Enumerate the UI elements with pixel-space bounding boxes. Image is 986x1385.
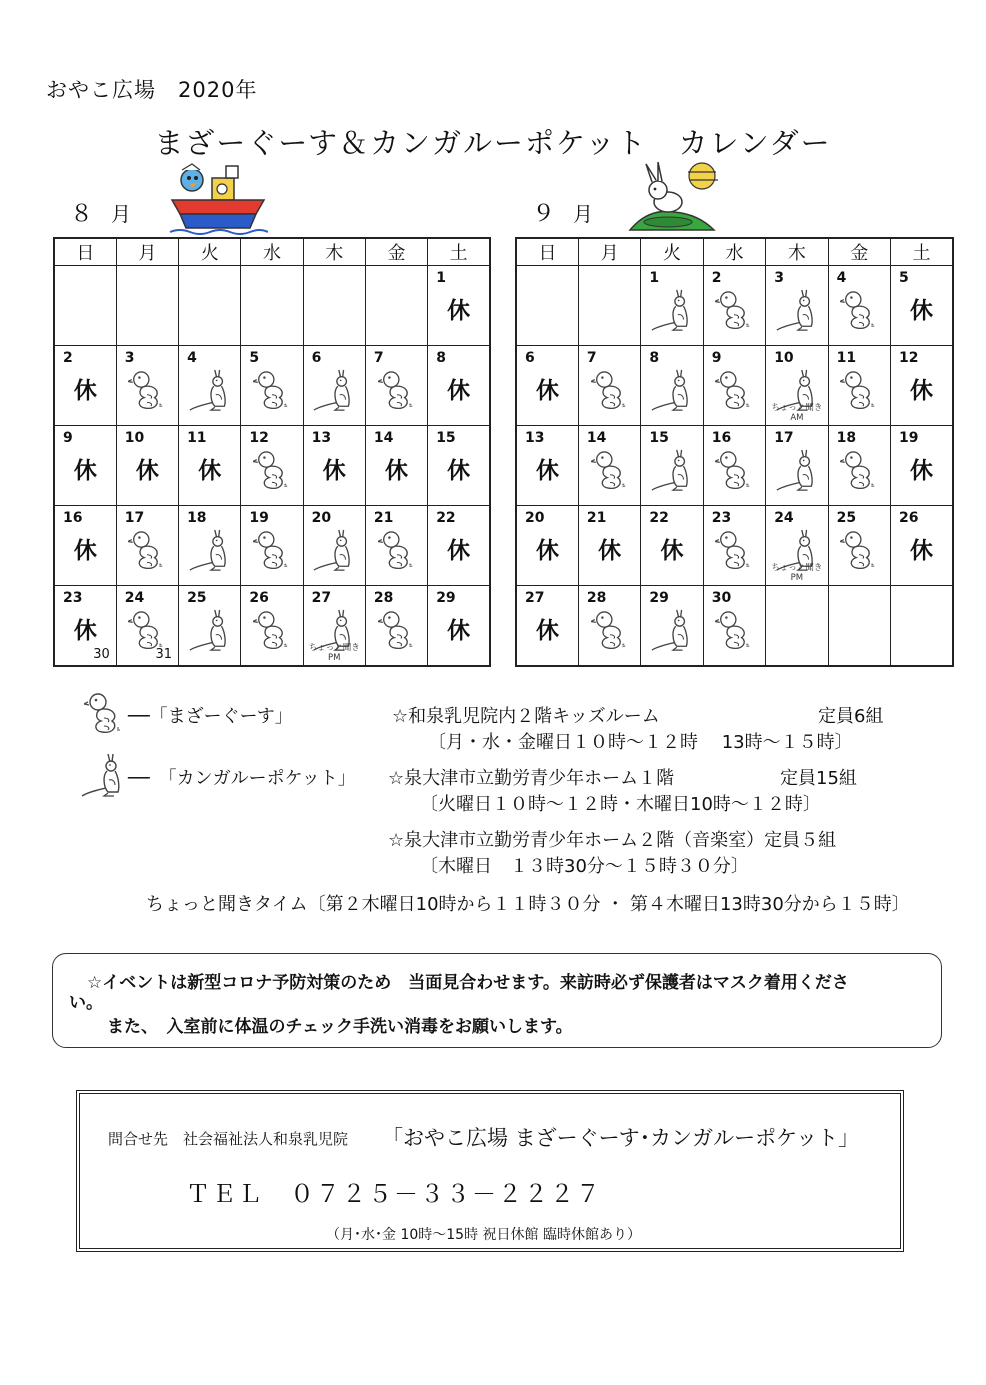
day-number: 10 [124,430,145,446]
day-number: 20 [311,510,332,526]
week-row [516,426,953,506]
contact-label: 問合せ先 社会福祉法人和泉乳児院 [108,1130,349,1148]
day-number: 28 [586,590,607,606]
day-cell [516,346,578,426]
day-number: 2 [63,350,73,366]
day-cell [828,426,890,506]
legend-kangaroo-name: ── 「カンガルーポケット」 [128,768,356,789]
day-cell [241,586,303,667]
day-cell [54,586,116,667]
month-unit: 月 [573,202,593,226]
goose-icon [378,368,416,412]
day-number: 13 [525,430,545,446]
day-cell [365,426,427,506]
closed-label: 休 [910,458,934,484]
closed-label: 休 [447,378,471,404]
day-number: 13 [311,430,332,446]
closed-label: 休 [135,458,159,484]
week-row [516,346,953,426]
day-cell [428,346,490,426]
day-number: 23 [63,590,83,606]
contact-hours: （月･水･金 10時～15時 祝日休館 臨時休館あり） [326,1227,641,1243]
weekday-header: 火 [179,238,241,266]
day-number: 18 [836,430,857,446]
day-cell [766,506,828,586]
event-note: ちょっと聞き PM [308,643,360,663]
day-number: 28 [373,590,394,606]
day-number: 10 [774,350,794,366]
closed-label: 休 [598,538,622,564]
day-number: 5 [899,270,909,286]
day-cell [766,426,828,506]
day-cell [766,346,828,426]
day-number: 16 [711,430,732,446]
day-cell [241,506,303,586]
empty-day-cell [116,266,178,346]
day-number: 26 [249,590,269,606]
day-number: 25 [187,590,207,606]
goose-icon [715,368,753,412]
weekday-header: 金 [828,238,890,266]
goose-icon [378,528,416,572]
weekday-header: 水 [703,238,765,266]
day-cell [303,426,365,506]
closed-label: 休 [73,378,97,404]
day-cell [578,426,640,506]
day-cell [641,426,703,506]
closed-label: 休 [73,538,97,564]
day-cell [428,506,490,586]
closed-label: 休 [910,298,934,324]
day-number: 27 [311,590,332,606]
day-number: 20 [525,510,545,526]
week-row [54,586,490,667]
day-number: 21 [586,510,607,526]
closed-label: 休 [447,618,471,644]
day-cell [116,586,178,667]
day-number: 12 [249,430,269,446]
month-label-august [70,195,131,228]
goose-icon [253,368,291,412]
week-row [516,266,953,346]
legend-kangaroo-hours-1: 〔火曜日１０時～１２時・木曜日10時～１２時〕 [420,794,821,815]
day-cell [365,346,427,426]
calendar-body [516,266,953,667]
empty-day-cell [578,266,640,346]
legend-kangaroo-place-1: ☆泉大津市立勤労青少年ホーム１階 [388,768,675,789]
kangaroo-icon [650,368,694,412]
kangaroo-icon [650,448,694,492]
goose-icon [840,528,878,572]
legend-goose-hours: 〔月・水・金曜日１０時～１２時 13時～１５時〕 [428,732,853,753]
legend-goose-name: ──「まざーぐーす」 [128,706,293,727]
day-cell [303,586,365,667]
kangaroo-icon [188,368,232,412]
legend-kangaroo-place-2: ☆泉大津市立勤労青少年ホーム２階（音楽室）定員５組 [388,830,837,851]
day-number: 14 [373,430,394,446]
day-number: 21 [373,510,394,526]
notice-line-2: い。 [69,993,103,1013]
day-number: 8 [436,350,446,366]
kangaroo-icon [312,528,356,572]
weekday-header: 土 [891,238,953,266]
day-cell [241,346,303,426]
kangaroo-legend-icon [80,752,126,798]
legend-kangaroo-capacity-1: 定員15組 [780,768,857,789]
weekday-header: 日 [516,238,578,266]
weekday-header-row [54,238,490,266]
empty-day-cell [766,586,828,667]
day-cell [828,266,890,346]
closed-label: 休 [447,298,471,324]
page-title: まざーぐーす＆カンガルーポケット カレンダー [154,126,832,160]
day-cell [578,346,640,426]
goose-icon [715,288,753,332]
goose-icon [128,528,166,572]
month-number: ９ [532,201,555,227]
closed-label: 休 [535,458,559,484]
closed-label: 休 [73,458,97,484]
day-cell [428,426,490,506]
day-number: 9 [63,430,73,446]
contact-tel: ＴＥＬ ０７２５－３３－２２２７ [186,1180,602,1208]
day-number: 19 [249,510,269,526]
goose-icon [715,448,753,492]
week-row [54,506,490,586]
day-cell [303,346,365,426]
boat-mascot-icon [168,158,268,236]
closed-label: 休 [447,538,471,564]
day-number: 26 [899,510,919,526]
goose-icon [591,608,629,652]
goose-icon [840,288,878,332]
day-number: 11 [836,350,857,366]
goose-icon [253,608,291,652]
day-cell [365,586,427,667]
contact-org-name: 「おやこ広場 まざーぐーす･カンガルーポケット」 [382,1126,860,1150]
weekday-header-row [516,238,953,266]
goose-icon [128,368,166,412]
day-number: 23 [711,510,732,526]
kangaroo-icon [650,288,694,332]
day-number: 1 [649,270,660,286]
day-cell [303,506,365,586]
day-number: 22 [649,510,669,526]
closed-label: 休 [73,618,97,644]
day-cell [179,586,241,667]
weekday-header: 月 [578,238,640,266]
goose-icon [715,608,753,652]
day-cell [116,346,178,426]
day-cell [828,346,890,426]
day-cell [891,426,953,506]
kangaroo-icon [775,448,819,492]
closed-label: 休 [660,538,684,564]
month-number: ８ [70,201,93,227]
day-cell [54,426,116,506]
event-note: ちょっと聞きAM [771,403,823,423]
day-cell [641,346,703,426]
day-cell [179,346,241,426]
empty-day-cell [179,266,241,346]
weekday-header: 火 [641,238,703,266]
goose-icon [840,448,878,492]
day-cell [891,506,953,586]
month-unit: 月 [111,202,131,226]
day-number: 22 [436,510,456,526]
day-cell [365,506,427,586]
day-cell [516,506,578,586]
weekday-header: 木 [766,238,828,266]
day-cell [428,586,490,667]
closed-label: 休 [322,458,346,484]
kangaroo-icon [775,288,819,332]
day-number: 9 [711,350,722,366]
weekday-header: 金 [365,238,427,266]
day-number: 6 [525,350,535,366]
notice-line-1: ☆イベントは新型コロナ予防対策のため 当面見合わせます。来訪時必ず保護者はマスク着用くださ [87,973,849,993]
weekday-header: 土 [428,238,490,266]
kangaroo-icon [188,608,232,652]
day-cell [516,426,578,506]
day-cell [54,346,116,426]
empty-day-cell [303,266,365,346]
day-cell [428,266,490,346]
closed-label: 休 [535,538,559,564]
day-cell [54,506,116,586]
day-cell [179,426,241,506]
empty-day-cell [241,266,303,346]
empty-day-cell [891,586,953,667]
closed-label: 休 [447,458,471,484]
day-number: 25 [836,510,857,526]
day-number: 15 [436,430,456,446]
kangaroo-icon [188,528,232,572]
legend-goose-place: ☆和泉乳児院内２階キッズルーム [392,706,660,727]
day-number: 4 [836,270,847,286]
goose-icon [591,448,629,492]
day-cell [828,506,890,586]
week-row [54,266,490,346]
day-cell [116,426,178,506]
day-cell [703,586,765,667]
day-number: 27 [525,590,545,606]
goose-icon [840,368,878,412]
day-number: 19 [899,430,919,446]
calendar-body [54,266,490,667]
kangaroo-icon [650,608,694,652]
day-number: 18 [187,510,207,526]
legend-chotto-time: ちょっと聞きタイム〔第２木曜日10時から１１時３０分 ・ 第４木曜日13時30分から１５時〕 [146,894,910,915]
day-number: 29 [436,590,456,606]
day-number: 3 [774,270,784,286]
day-number: 7 [373,350,384,366]
goose-icon [378,608,416,652]
day-cell [703,266,765,346]
closed-label: 休 [535,618,559,644]
day-cell [641,506,703,586]
day-number: 2 [711,270,722,286]
goose-icon [591,368,629,412]
day-cell [641,586,703,667]
rabbit-moon-icon [628,160,720,236]
weekday-header: 木 [303,238,365,266]
goose-icon [253,528,291,572]
day-number: 24 [774,510,794,526]
weekday-header: 日 [54,238,116,266]
day-number: 17 [124,510,145,526]
kangaroo-icon [312,368,356,412]
legend-goose-capacity: 定員6組 [818,706,884,727]
day-number: 15 [649,430,669,446]
goose-icon [253,448,291,492]
day-cell [641,266,703,346]
closed-label: 休 [910,538,934,564]
notice-line-3: また、 入室前に体温のチェック手洗い消毒をお願いします。 [107,1017,573,1037]
goose-legend-icon [84,690,124,736]
empty-day-cell [516,266,578,346]
day-number: 5 [249,350,260,366]
day-number: 7 [586,350,597,366]
day-number: 16 [63,510,83,526]
day-cell [578,506,640,586]
empty-day-cell [365,266,427,346]
overflow-day-number: 30 [93,647,110,662]
day-number: 29 [649,590,669,606]
day-number: 6 [311,350,322,366]
day-cell [891,346,953,426]
day-cell [891,266,953,346]
week-row [54,426,490,506]
day-number: 30 [711,590,732,606]
day-number: 24 [124,590,145,606]
day-cell [703,426,765,506]
day-number: 17 [774,430,794,446]
goose-icon [715,528,753,572]
notice-box [52,953,942,1048]
week-row [516,586,953,667]
day-number: 12 [899,350,919,366]
day-cell [241,426,303,506]
day-number: 11 [187,430,207,446]
closed-label: 休 [198,458,222,484]
day-cell [703,506,765,586]
weekday-header: 月 [116,238,178,266]
day-number: 3 [124,350,135,366]
week-row [516,506,953,586]
day-cell [116,506,178,586]
closed-label: 休 [535,378,559,404]
header-label: おやこ広場 2020年 [46,78,258,102]
calendar-august [53,237,491,667]
day-cell [766,266,828,346]
event-note: ちょっと聞きPM [771,563,823,583]
day-number: 1 [436,270,446,286]
day-cell [516,586,578,667]
day-number: 8 [649,350,660,366]
overflow-day-number: 31 [155,647,173,662]
day-cell [179,506,241,586]
month-label-september [532,195,593,228]
goose-icon [128,608,166,652]
week-row [54,346,490,426]
closed-label: 休 [910,378,934,404]
day-number: 4 [187,350,197,366]
empty-day-cell [54,266,116,346]
day-cell [578,586,640,667]
weekday-header: 水 [241,238,303,266]
contact-box [76,1090,904,1252]
day-number: 14 [586,430,607,446]
empty-day-cell [828,586,890,667]
calendar-september [515,237,954,667]
closed-label: 休 [385,458,409,484]
legend-kangaroo-hours-2: 〔木曜日 １３時30分～１５時３０分〕 [420,856,749,877]
day-cell [703,346,765,426]
